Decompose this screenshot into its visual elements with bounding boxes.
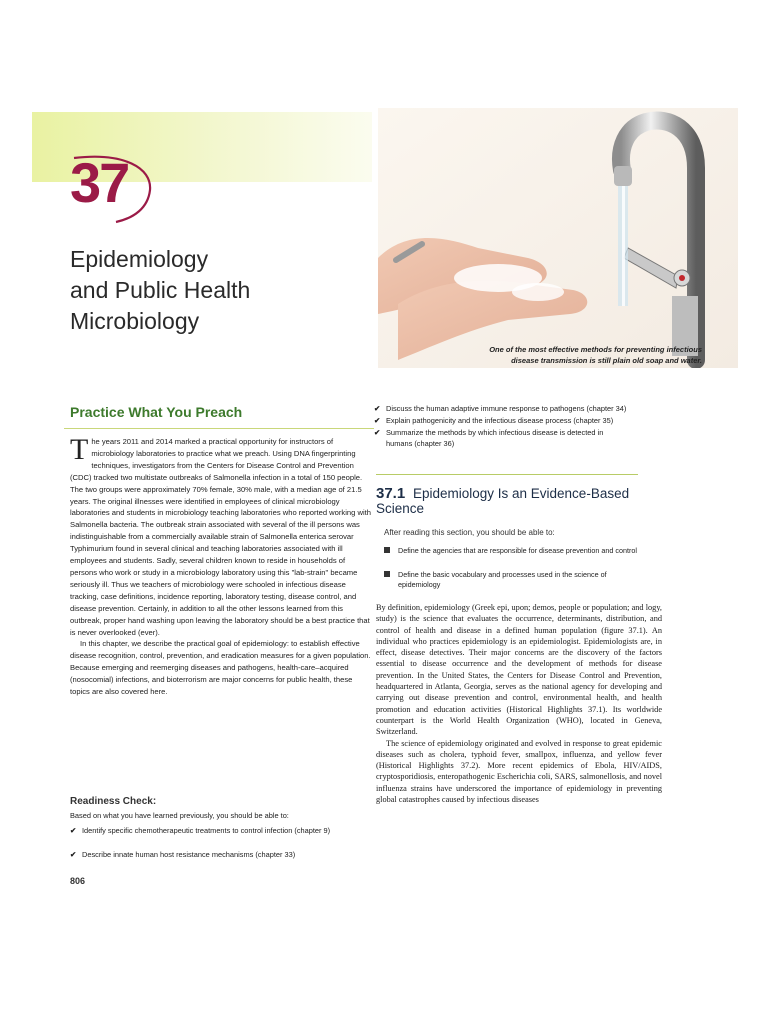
chapter-title [70,244,360,337]
faucet-and-hands-illustration [378,108,738,368]
caption-line: disease transmission is still plain old soap and water. [511,356,702,365]
check-icon: ✔ [70,826,77,835]
check-icon: ✔ [374,404,381,413]
bullet-square-icon [384,571,390,577]
intro-body [70,433,374,698]
photo-caption [378,344,702,366]
chapter-title-line: Microbiology [70,308,200,334]
textbook-page [32,108,738,914]
readiness-item: ✔ Describe innate human host resistance mechanisms (chapter 33) [70,850,296,859]
section-body [376,602,662,805]
caption-line: One of the most effective methods for preventing infectious [489,345,702,354]
objective-item: Define the agencies that are responsible for disease prevention and control [384,546,654,556]
readiness-lead: Based on what you have learned previously, you should be able to: [70,811,289,820]
section-paragraph: The science of epidemiology originated and evolved in response to great epidemic diseases such as cholera, typhoid fever, smallpox, influenza, and yellow fever (Historical Highlights 37.2). More recent epidemics of Ebola, HIV/AIDS, cryptosporidiosis, enteropathogenic Escherichia coli, SARS, salmonellosis, and novel influenza strains have underscored the importance of epidemiology in preventing global catastrophes caused by infectious diseases [376,738,662,805]
heading-rule [64,428,374,429]
bullet-square-icon [384,547,390,553]
section-title: Epidemiology Is an Evidence-Based Science [376,486,630,516]
section-paragraph: By definition, epidemiology (Greek epi, upon; demos, people or population; and logy, study) is the science that evaluates the occurrence, determinants, distribution, and control of health and disease in a defined human population (figure 37.1). An individual who practices epidemiology is an epidemiologist. Epidemiologists are, in effect, disease detectives. Their major concerns are the discovery of the factors essential to disease occurrence and the development of methods for disease prevention. In the United States, the Centers for Disease Control and Prevention, headquartered in Atlanta, Georgia, serves as the national agency for developing and carrying out disease prevention and control, environmental health, and health promotion and education activities (Historical Highlights 37.1). Its worldwide counterpart is the World Health Organization (WHO), located in Geneva, Switzerland. [376,603,662,737]
section-rule [376,474,638,475]
check-icon: ✔ [374,416,381,425]
readiness-item: ✔ Identify specific chemotherapeutic treatments to control infection (chapter 9) [70,826,331,835]
readiness-item: ✔ Discuss the human adaptive immune response to pathogens (chapter 34) [374,404,627,413]
objective-item: Define the basic vocabulary and processes used in the science of epidemiology [384,570,654,590]
page-number: 806 [70,876,86,886]
chapter-title-line: and Public Health [70,277,251,303]
check-icon: ✔ [374,428,381,437]
readiness-item: ✔ Explain pathogenicity and the infectious disease process (chapter 35) [374,416,614,425]
chapter-title-line: Epidemiology [70,246,209,272]
readiness-item: ✔ Summarize the methods by which infectious disease is detected in humans (chapter 36) [374,428,604,448]
section-heading [376,486,676,516]
intro-paragraph: he years 2011 and 2014 marked a practical opportunity for instructors of microbiology laboratories to practice what we preach. Using DNA fingerprinting techniques, investigators from the Centers for Disease Control and Prevention (CDC) tracked two multistate outbreaks of Salmonella infection in a total of 150 people. The two groups were approximately 70% female, 30% male, with a median age of 21.5 years. The original illnesses were identified in employees of clinical microbiology laboratories and students in microbiology teaching laboratories who reported working with Salmonella bacteria. The outbreak strain associated with several of the ill persons was indistinguishable from a commercially available strain of Salmonella enterica serovar Typhimurium found in several clinical and teaching laboratories associated with ill employees and students. Sadly, several children known to reside in households of persons who work or study in a microbiology laboratory using this "lab-strain" became seriously ill. Thus we teachers of microbiology were schooled in infectious disease tracking, case definitions, incidence reporting, laboratory testing, disease control, and disease prevention. Certainly, in addition to all the other lessons learned from this outbreak, proper hand washing upon leaving the laboratory should be a best practice that is never overlooked (ever). [70,437,371,637]
check-icon: ✔ [70,850,77,859]
readiness-heading: Readiness Check: [70,796,157,807]
objectives-lead: After reading this section, you should be able to: [384,528,555,537]
chapter-number: 37 [70,151,129,214]
section-number: 37.1 [376,485,406,502]
intro-paragraph: In this chapter, we describe the practical goal of epidemiology: to establish effective disease recognition, control, prevention, and eradication measures for a given population. Because emerging and reemerging diseases and pathogens, health-care–acquired (nosocomial) infections, and bioterrorism are major concerns for public health, these topics are also covered here. [70,639,371,697]
drop-cap: T [70,433,89,466]
handwashing-photo [378,108,738,368]
intro-heading: Practice What You Preach [70,404,243,420]
